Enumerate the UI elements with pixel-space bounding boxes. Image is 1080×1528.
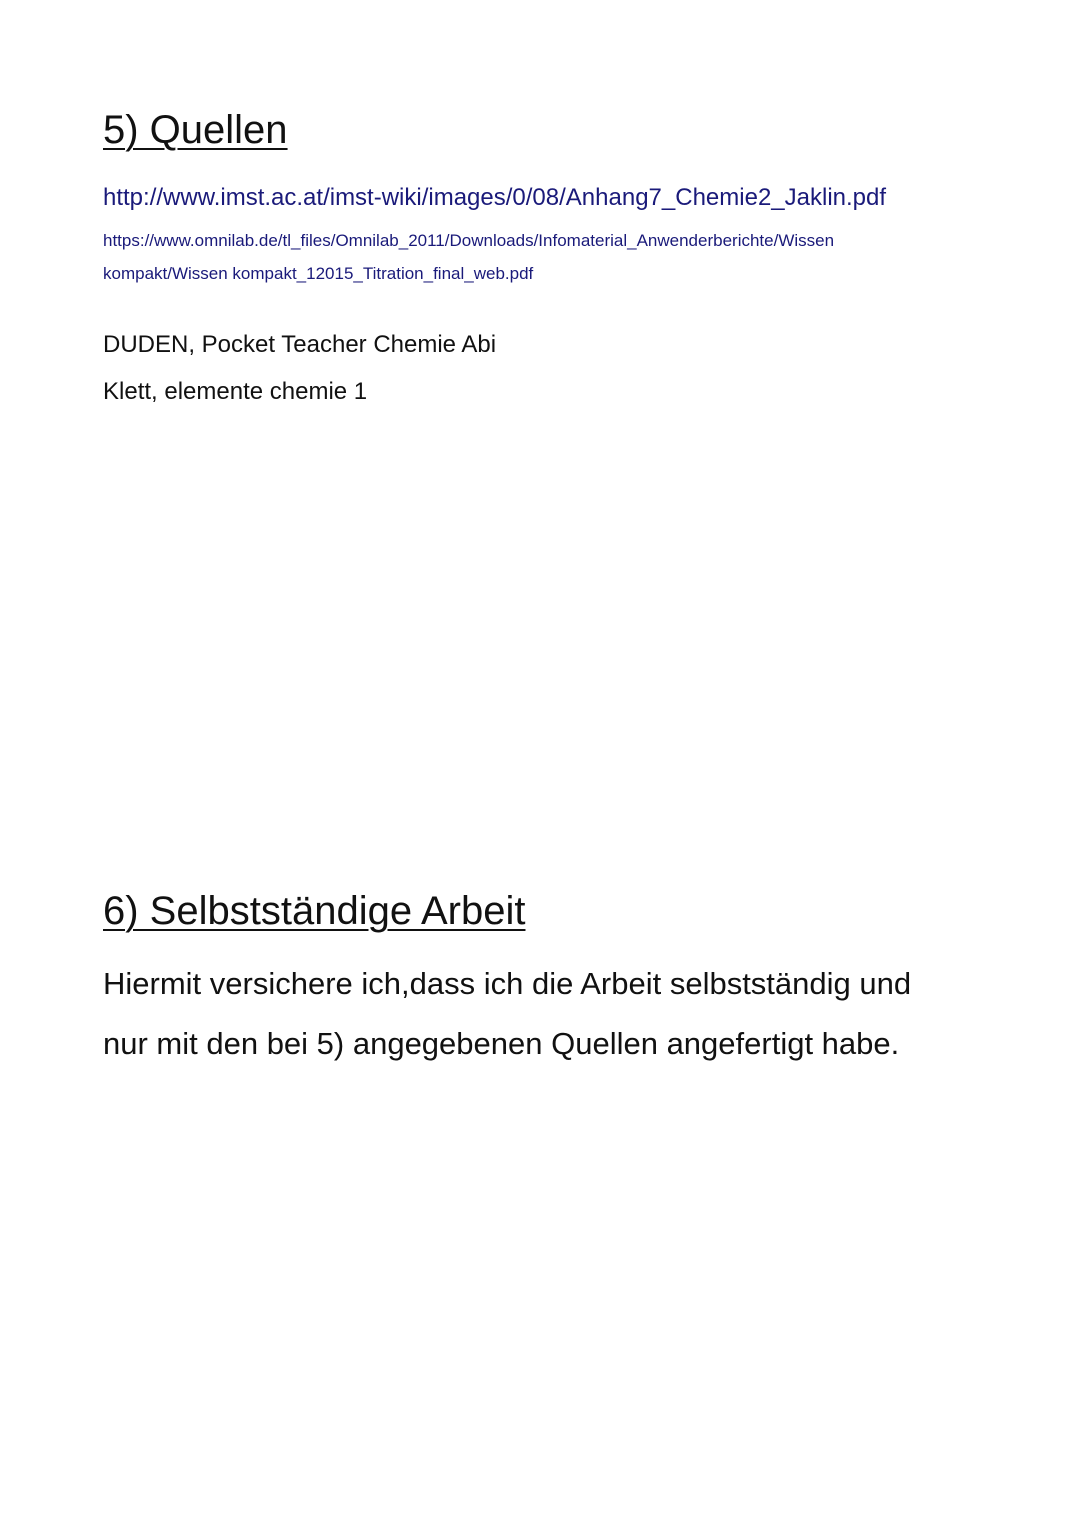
- source-link-imst[interactable]: http://www.imst.ac.at/imst-wiki/images/0/08/Anhang7_Chemie2_Jaklin.pdf: [103, 184, 887, 211]
- sources-heading: 5) Quellen: [103, 108, 288, 152]
- book-reference-klett: Klett, elemente chemie 1: [103, 378, 368, 405]
- declaration-line-1: Hiermit versichere ich,dass ich die Arbeit selbstständig und: [103, 966, 912, 1001]
- independent-work-heading: 6) Selbstständige Arbeit: [103, 889, 526, 933]
- source-link-omnilab-continued[interactable]: kompakt/Wissen kompakt_12015_Titration_final_web.pdf: [103, 264, 534, 283]
- source-link-omnilab[interactable]: https://www.omnilab.de/tl_files/Omnilab_2011/Downloads/Infomaterial_Anwenderberichte/Wissen: [103, 231, 835, 250]
- book-reference-duden: DUDEN, Pocket Teacher Chemie Abi: [103, 331, 497, 358]
- declaration-line-2: nur mit den bei 5) angegebenen Quellen angefertigt habe.: [103, 1026, 900, 1061]
